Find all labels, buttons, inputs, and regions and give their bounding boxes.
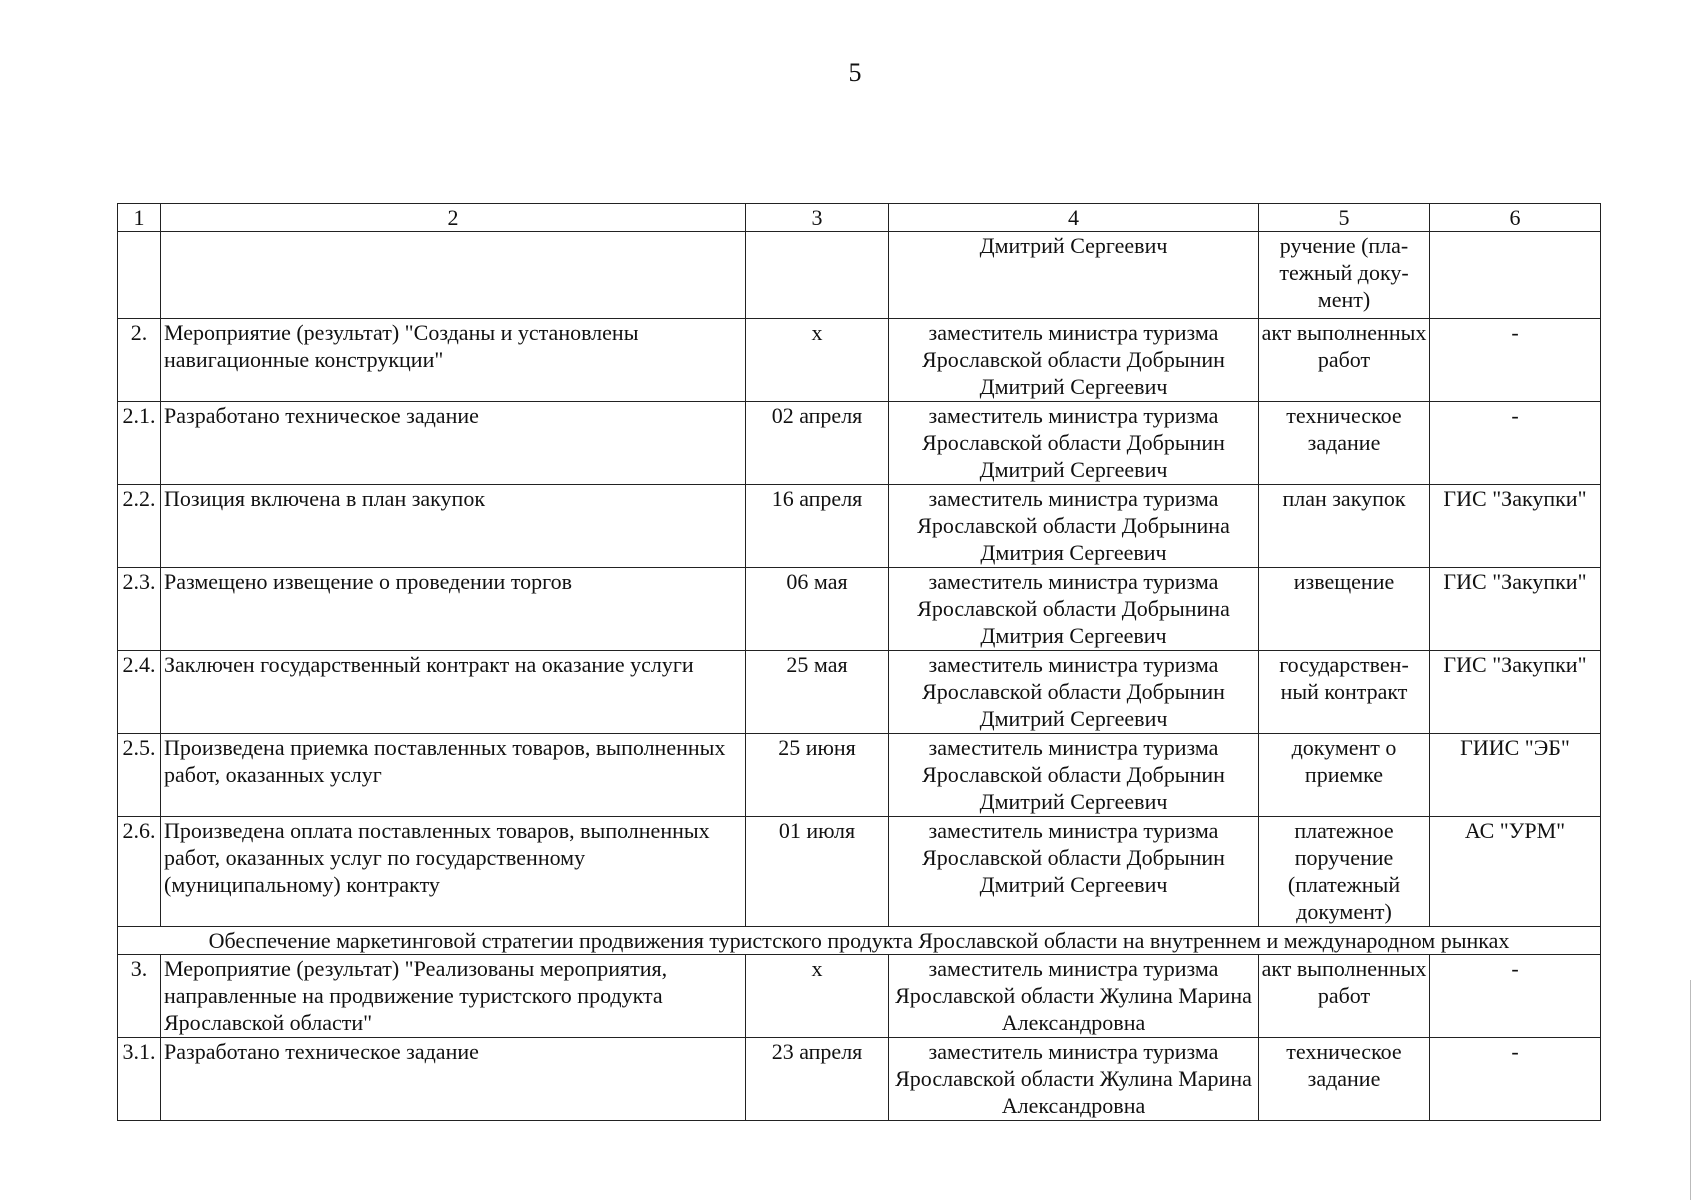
row-date-cell: 23 апреля	[746, 1038, 889, 1121]
row-responsible-cell: заместитель министра туризма Ярославской области Добрынина Дмитрия Сергеевич	[889, 568, 1259, 651]
row-system-cell: -	[1430, 402, 1601, 485]
row-number-cell: 3.1.	[118, 1038, 161, 1121]
row-date-cell: 06 мая	[746, 568, 889, 651]
row-date-cell: 25 июня	[746, 734, 889, 817]
plan-table	[117, 203, 1601, 1121]
row-document-cell: техническое задание	[1259, 1038, 1430, 1121]
row-responsible-cell: заместитель министра туризма Ярославской области Добрынина Дмитрия Сергеевич	[889, 485, 1259, 568]
table-row	[118, 734, 1601, 817]
row-date-cell: х	[746, 319, 889, 402]
row-date-cell	[746, 232, 889, 319]
table-row	[118, 319, 1601, 402]
row-name-cell: Позиция включена в план закупок	[161, 485, 746, 568]
row-document-cell: план закупок	[1259, 485, 1430, 568]
row-name-cell: Заключен государственный контракт на оказание услуги	[161, 651, 746, 734]
row-number-cell	[118, 232, 161, 319]
row-name-cell: Размещено извещение о проведении торгов	[161, 568, 746, 651]
section-row	[118, 927, 1601, 955]
row-number-cell: 2.6.	[118, 817, 161, 927]
row-system-cell: -	[1430, 1038, 1601, 1121]
column-number: 2	[161, 204, 746, 232]
row-system-cell: ГИИС "ЭБ"	[1430, 734, 1601, 817]
table-block-2	[118, 955, 1601, 1121]
row-name-cell: Мероприятие (результат) "Созданы и установлены навигационные конструкции"	[161, 319, 746, 402]
row-name-cell: Разработано техническое задание	[161, 402, 746, 485]
row-responsible-cell: заместитель министра туризма Ярославской области Жулина Марина Александровна	[889, 1038, 1259, 1121]
row-number-cell: 2.1.	[118, 402, 161, 485]
row-document-cell: ручение (пла-тежный доку-мент)	[1259, 232, 1430, 319]
column-number: 1	[118, 204, 161, 232]
row-date-cell: х	[746, 955, 889, 1038]
row-date-cell: 01 июля	[746, 817, 889, 927]
row-number-cell: 2.	[118, 319, 161, 402]
row-number-cell: 2.2.	[118, 485, 161, 568]
row-name-cell: Произведена оплата поставленных товаров, выполненных работ, оказанных услуг по государственному (муниципальному) контракту	[161, 817, 746, 927]
row-name-cell: Разработано техническое задание	[161, 1038, 746, 1121]
row-date-cell: 02 апреля	[746, 402, 889, 485]
row-document-cell: платежное поручение (платежный документ)	[1259, 817, 1430, 927]
row-responsible-cell: Дмитрий Сергеевич	[889, 232, 1259, 319]
row-name-cell: Произведена приемка поставленных товаров, выполненных работ, оказанных услуг	[161, 734, 746, 817]
row-responsible-cell: заместитель министра туризма Ярославской области Добрынин Дмитрий Сергеевич	[889, 319, 1259, 402]
column-number: 3	[746, 204, 889, 232]
row-document-cell: акт выполненных работ	[1259, 319, 1430, 402]
row-number-cell: 2.5.	[118, 734, 161, 817]
row-responsible-cell: заместитель министра туризма Ярославской области Добрынин Дмитрий Сергеевич	[889, 651, 1259, 734]
column-number: 5	[1259, 204, 1430, 232]
row-name-cell	[161, 232, 746, 319]
row-responsible-cell: заместитель министра туризма Ярославской области Добрынин Дмитрий Сергеевич	[889, 817, 1259, 927]
page-number: 5	[848, 58, 862, 87]
row-number-cell: 3.	[118, 955, 161, 1038]
scan-edge-mark	[1690, 980, 1691, 1200]
row-document-cell: акт выполненных работ	[1259, 955, 1430, 1038]
row-responsible-cell: заместитель министра туризма Ярославской области Жулина Марина Александровна	[889, 955, 1259, 1038]
row-name-cell: Мероприятие (результат) "Реализованы мероприятия, направленные на продвижение туристского продукта Ярославской области"	[161, 955, 746, 1038]
table-block-1	[118, 319, 1601, 927]
row-system-cell: ГИС "Закупки"	[1430, 568, 1601, 651]
row-document-cell: государствен-ный контракт	[1259, 651, 1430, 734]
row-document-cell: техническое задание	[1259, 402, 1430, 485]
row-system-cell: ГИС "Закупки"	[1430, 651, 1601, 734]
row-system-cell: -	[1430, 955, 1601, 1038]
table-row	[118, 402, 1601, 485]
table-row	[118, 485, 1601, 568]
row-system-cell	[1430, 232, 1601, 319]
row-system-cell: АС "УРМ"	[1430, 817, 1601, 927]
row-system-cell: -	[1430, 319, 1601, 402]
row-date-cell: 25 мая	[746, 651, 889, 734]
row-date-cell: 16 апреля	[746, 485, 889, 568]
row-responsible-cell: заместитель министра туризма Ярославской области Добрынин Дмитрий Сергеевич	[889, 734, 1259, 817]
row-number-cell: 2.3.	[118, 568, 161, 651]
table-row	[118, 568, 1601, 651]
row-system-cell: ГИС "Закупки"	[1430, 485, 1601, 568]
table-row	[118, 1038, 1601, 1121]
table-row	[118, 651, 1601, 734]
section-title: Обеспечение маркетинговой стратегии продвижения туристского продукта Ярославской области на внутреннем и международном рынках	[118, 927, 1601, 955]
row-number-cell: 2.4.	[118, 651, 161, 734]
row-document-cell: извещение	[1259, 568, 1430, 651]
column-number: 6	[1430, 204, 1601, 232]
row-responsible-cell: заместитель министра туризма Ярославской области Добрынин Дмитрий Сергеевич	[889, 402, 1259, 485]
continued-row	[118, 232, 1601, 319]
column-number-row	[118, 204, 1601, 232]
row-document-cell: документ о приемке	[1259, 734, 1430, 817]
table-row	[118, 817, 1601, 927]
column-number: 4	[889, 204, 1259, 232]
table-row	[118, 955, 1601, 1038]
